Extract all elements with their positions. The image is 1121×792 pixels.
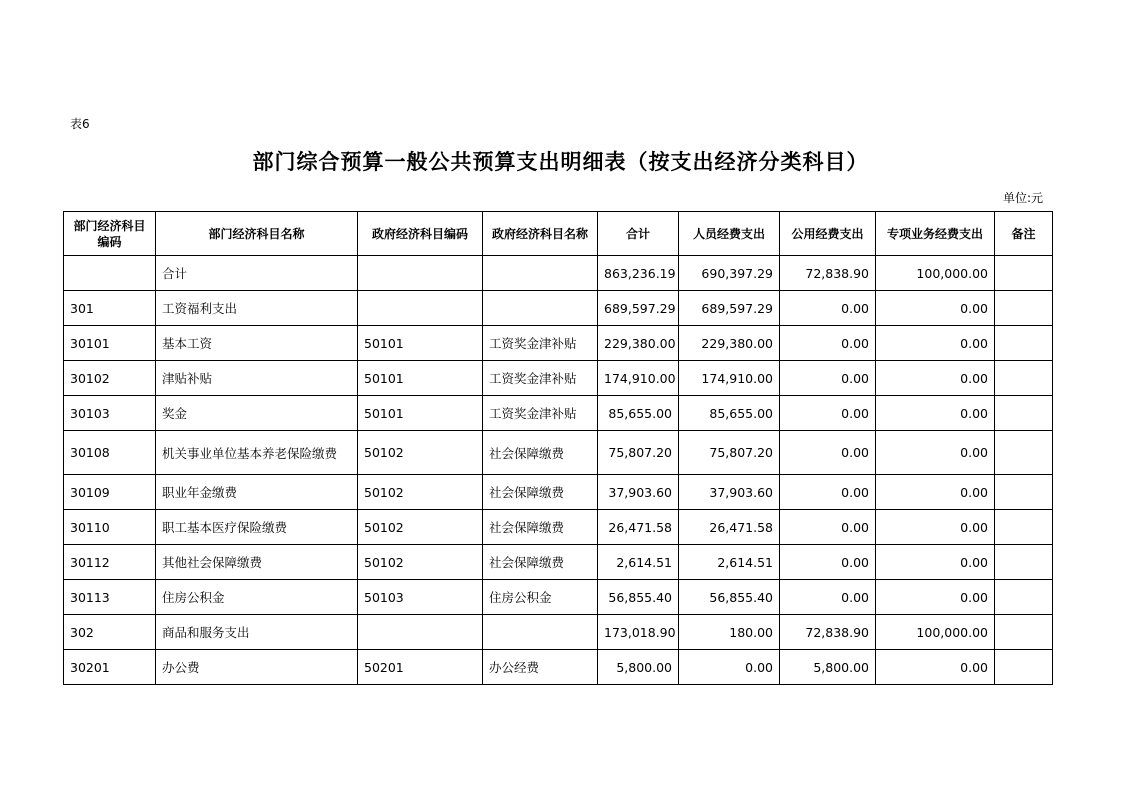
note-cell <box>995 326 1053 361</box>
dept-code-cell: 302 <box>64 615 156 650</box>
gov-code-cell: 50102 <box>358 545 483 580</box>
gov-name-cell <box>483 256 598 291</box>
total-cell: 173,018.90 <box>598 615 679 650</box>
personnel-cell: 75,807.20 <box>679 431 780 475</box>
dept-code-cell: 30201 <box>64 650 156 685</box>
special-cell: 100,000.00 <box>876 615 995 650</box>
gov-name-cell: 社会保障缴费 <box>483 475 598 510</box>
gov-name-cell: 社会保障缴费 <box>483 510 598 545</box>
column-header: 备注 <box>995 212 1053 256</box>
gov-code-cell: 50102 <box>358 431 483 475</box>
gov-name-cell: 工资奖金津补贴 <box>483 396 598 431</box>
dept-name-cell: 住房公积金 <box>156 580 358 615</box>
personnel-cell: 229,380.00 <box>679 326 780 361</box>
dept-name-cell: 商品和服务支出 <box>156 615 358 650</box>
gov-name-cell: 住房公积金 <box>483 580 598 615</box>
table-number: 表6 <box>70 117 90 131</box>
note-cell <box>995 580 1053 615</box>
dept-name-cell: 基本工资 <box>156 326 358 361</box>
gov-name-cell: 工资奖金津补贴 <box>483 361 598 396</box>
personnel-cell: 174,910.00 <box>679 361 780 396</box>
table-row <box>64 650 1053 685</box>
column-header: 政府经济科目编码 <box>358 212 483 256</box>
total-cell: 2,614.51 <box>598 545 679 580</box>
table-row <box>64 475 1053 510</box>
column-header: 公用经费支出 <box>780 212 876 256</box>
table-row <box>64 615 1053 650</box>
gov-code-cell: 50102 <box>358 475 483 510</box>
column-header: 部门经济科目编码 <box>64 212 156 256</box>
personnel-cell: 689,597.29 <box>679 291 780 326</box>
public-cell: 0.00 <box>780 326 876 361</box>
total-cell: 5,800.00 <box>598 650 679 685</box>
special-cell: 0.00 <box>876 650 995 685</box>
gov-code-cell: 50101 <box>358 326 483 361</box>
special-cell: 0.00 <box>876 580 995 615</box>
personnel-cell: 690,397.29 <box>679 256 780 291</box>
dept-name-cell: 津贴补贴 <box>156 361 358 396</box>
gov-name-cell: 办公经费 <box>483 650 598 685</box>
dept-code-cell: 301 <box>64 291 156 326</box>
dept-code-cell <box>64 256 156 291</box>
gov-code-cell: 50103 <box>358 580 483 615</box>
table-row <box>64 361 1053 396</box>
table-row <box>64 291 1053 326</box>
note-cell <box>995 361 1053 396</box>
note-cell <box>995 615 1053 650</box>
note-cell <box>995 475 1053 510</box>
column-header: 人员经费支出 <box>679 212 780 256</box>
special-cell: 0.00 <box>876 510 995 545</box>
dept-name-cell: 机关事业单位基本养老保险缴费 <box>156 431 358 475</box>
total-cell: 26,471.58 <box>598 510 679 545</box>
dept-code-cell: 30102 <box>64 361 156 396</box>
dept-code-cell: 30103 <box>64 396 156 431</box>
table-row <box>64 545 1053 580</box>
table-header-row <box>64 212 1053 256</box>
column-header: 政府经济科目名称 <box>483 212 598 256</box>
column-header: 部门经济科目名称 <box>156 212 358 256</box>
table-row <box>64 396 1053 431</box>
public-cell: 0.00 <box>780 431 876 475</box>
dept-name-cell: 奖金 <box>156 396 358 431</box>
note-cell <box>995 291 1053 326</box>
special-cell: 0.00 <box>876 291 995 326</box>
personnel-cell: 2,614.51 <box>679 545 780 580</box>
gov-name-cell <box>483 615 598 650</box>
dept-code-cell: 30112 <box>64 545 156 580</box>
total-cell: 37,903.60 <box>598 475 679 510</box>
total-cell: 689,597.29 <box>598 291 679 326</box>
table-row <box>64 326 1053 361</box>
gov-name-cell <box>483 291 598 326</box>
personnel-cell: 37,903.60 <box>679 475 780 510</box>
gov-code-cell: 50102 <box>358 510 483 545</box>
note-cell <box>995 545 1053 580</box>
dept-name-cell: 职工基本医疗保险缴费 <box>156 510 358 545</box>
gov-code-cell <box>358 615 483 650</box>
note-cell <box>995 396 1053 431</box>
dept-code-cell: 30101 <box>64 326 156 361</box>
public-cell: 0.00 <box>780 291 876 326</box>
special-cell: 0.00 <box>876 475 995 510</box>
public-cell: 0.00 <box>780 396 876 431</box>
total-cell: 229,380.00 <box>598 326 679 361</box>
note-cell <box>995 650 1053 685</box>
special-cell: 0.00 <box>876 396 995 431</box>
total-cell: 174,910.00 <box>598 361 679 396</box>
dept-code-cell: 30109 <box>64 475 156 510</box>
gov-code-cell: 50201 <box>358 650 483 685</box>
special-cell: 0.00 <box>876 431 995 475</box>
dept-name-cell: 办公费 <box>156 650 358 685</box>
dept-code-cell: 30108 <box>64 431 156 475</box>
gov-code-cell <box>358 256 483 291</box>
dept-name-cell: 合计 <box>156 256 358 291</box>
special-cell: 100,000.00 <box>876 256 995 291</box>
gov-name-cell: 社会保障缴费 <box>483 545 598 580</box>
unit-label: 单位:元 <box>1002 191 1043 205</box>
table-row <box>64 510 1053 545</box>
public-cell: 0.00 <box>780 510 876 545</box>
special-cell: 0.00 <box>876 361 995 396</box>
dept-name-cell: 职业年金缴费 <box>156 475 358 510</box>
note-cell <box>995 256 1053 291</box>
public-cell: 0.00 <box>780 475 876 510</box>
gov-code-cell: 50101 <box>358 361 483 396</box>
personnel-cell: 85,655.00 <box>679 396 780 431</box>
column-header: 专项业务经费支出 <box>876 212 995 256</box>
gov-name-cell: 社会保障缴费 <box>483 431 598 475</box>
total-cell: 863,236.19 <box>598 256 679 291</box>
special-cell: 0.00 <box>876 326 995 361</box>
total-cell: 56,855.40 <box>598 580 679 615</box>
page-title: 部门综合预算一般公共预算支出明细表（按支出经济分类科目） <box>252 150 869 174</box>
personnel-cell: 26,471.58 <box>679 510 780 545</box>
public-cell: 0.00 <box>780 545 876 580</box>
table-row <box>64 256 1053 291</box>
public-cell: 5,800.00 <box>780 650 876 685</box>
note-cell <box>995 510 1053 545</box>
budget-table <box>63 211 1053 685</box>
gov-code-cell <box>358 291 483 326</box>
personnel-cell: 0.00 <box>679 650 780 685</box>
dept-code-cell: 30110 <box>64 510 156 545</box>
total-cell: 85,655.00 <box>598 396 679 431</box>
table-row <box>64 580 1053 615</box>
public-cell: 72,838.90 <box>780 256 876 291</box>
special-cell: 0.00 <box>876 545 995 580</box>
public-cell: 0.00 <box>780 580 876 615</box>
public-cell: 72,838.90 <box>780 615 876 650</box>
table-row <box>64 431 1053 475</box>
dept-code-cell: 30113 <box>64 580 156 615</box>
column-header: 合计 <box>598 212 679 256</box>
note-cell <box>995 431 1053 475</box>
personnel-cell: 56,855.40 <box>679 580 780 615</box>
dept-name-cell: 工资福利支出 <box>156 291 358 326</box>
total-cell: 75,807.20 <box>598 431 679 475</box>
public-cell: 0.00 <box>780 361 876 396</box>
gov-name-cell: 工资奖金津补贴 <box>483 326 598 361</box>
gov-code-cell: 50101 <box>358 396 483 431</box>
dept-name-cell: 其他社会保障缴费 <box>156 545 358 580</box>
personnel-cell: 180.00 <box>679 615 780 650</box>
